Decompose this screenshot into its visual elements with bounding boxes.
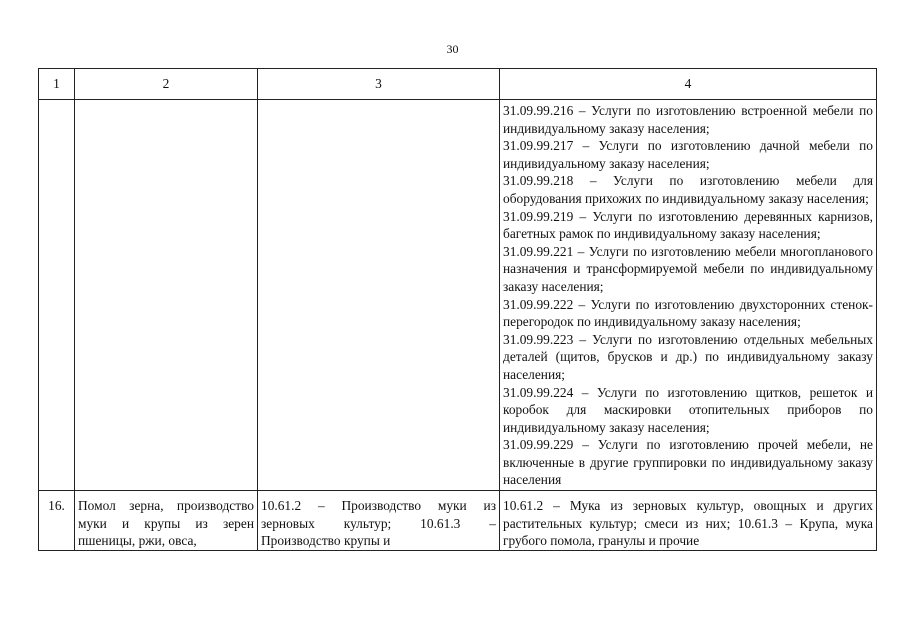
cell-activity: Помол зерна, производство муки и крупы из зерен пшеницы, ржи, овса, — [75, 491, 258, 551]
table-row-continuation — [39, 100, 877, 491]
table-row-16 — [39, 491, 877, 551]
code-entry: 31.09.99.216 – Услуги по изготовлению встроенной мебели по индивидуальному заказу населения; — [503, 103, 873, 136]
cell-number: 16. — [39, 491, 75, 551]
header-col-4: 4 — [500, 69, 877, 100]
services-table — [38, 68, 877, 551]
code-entry: 31.09.99.223 – Услуги по изготовлению отдельных мебельных деталей (щитов, брусков и др.) по индивидуальному заказу населения; — [503, 331, 873, 382]
code-entry: 31.09.99.221 – Услуги по изготовлению мебели многопланового назначения и трансформируемой мебели по индивидуальному заказу населения; — [503, 243, 873, 294]
code-entry: 31.09.99.229 – Услуги по изготовлению прочей мебели, не включенные в другие группировки по индивидуальному заказу населения — [503, 437, 873, 488]
header-col-3: 3 — [258, 69, 500, 100]
code-entry: 31.09.99.217 – Услуги по изготовлению дачной мебели по индивидуальному заказу населения; — [503, 138, 873, 171]
cell-okpd-codes — [500, 100, 877, 491]
cell-number — [39, 100, 75, 491]
cell-okpd-codes: 10.61.2 – Мука из зерновых культур, овощных и других растительных культур; смеси из них; 10.61.3 – Крупа, мука грубого помола, гранулы и прочие — [500, 491, 877, 551]
page-number: 30 — [446, 42, 459, 56]
header-col-1: 1 — [39, 69, 75, 100]
table-header-row — [39, 69, 877, 100]
code-entry: 31.09.99.219 – Услуги по изготовлению деревянных карнизов, багетных рамок по индивидуальному заказу населения; — [503, 208, 873, 242]
cell-activity — [75, 100, 258, 491]
header-col-2: 2 — [75, 69, 258, 100]
cell-okved-codes: 10.61.2 – Производство муки из зерновых культур; 10.61.3 – Производство крупы и — [258, 491, 500, 551]
code-entry: 31.09.99.224 – Услуги по изготовлению щитков, решеток и коробок для маскировки отопительных приборов по индивидуальному заказу населения; — [503, 384, 873, 435]
code-entry: 31.09.99.222 – Услуги по изготовлению двухсторонних стенок-перегородок по индивидуальному заказу населения; — [503, 296, 873, 330]
cell-okved-codes — [258, 100, 500, 491]
code-entry: 31.09.99.218 – Услуги по изготовлению мебели для оборудования прихожих по индивидуальному заказу населения; — [503, 173, 873, 206]
